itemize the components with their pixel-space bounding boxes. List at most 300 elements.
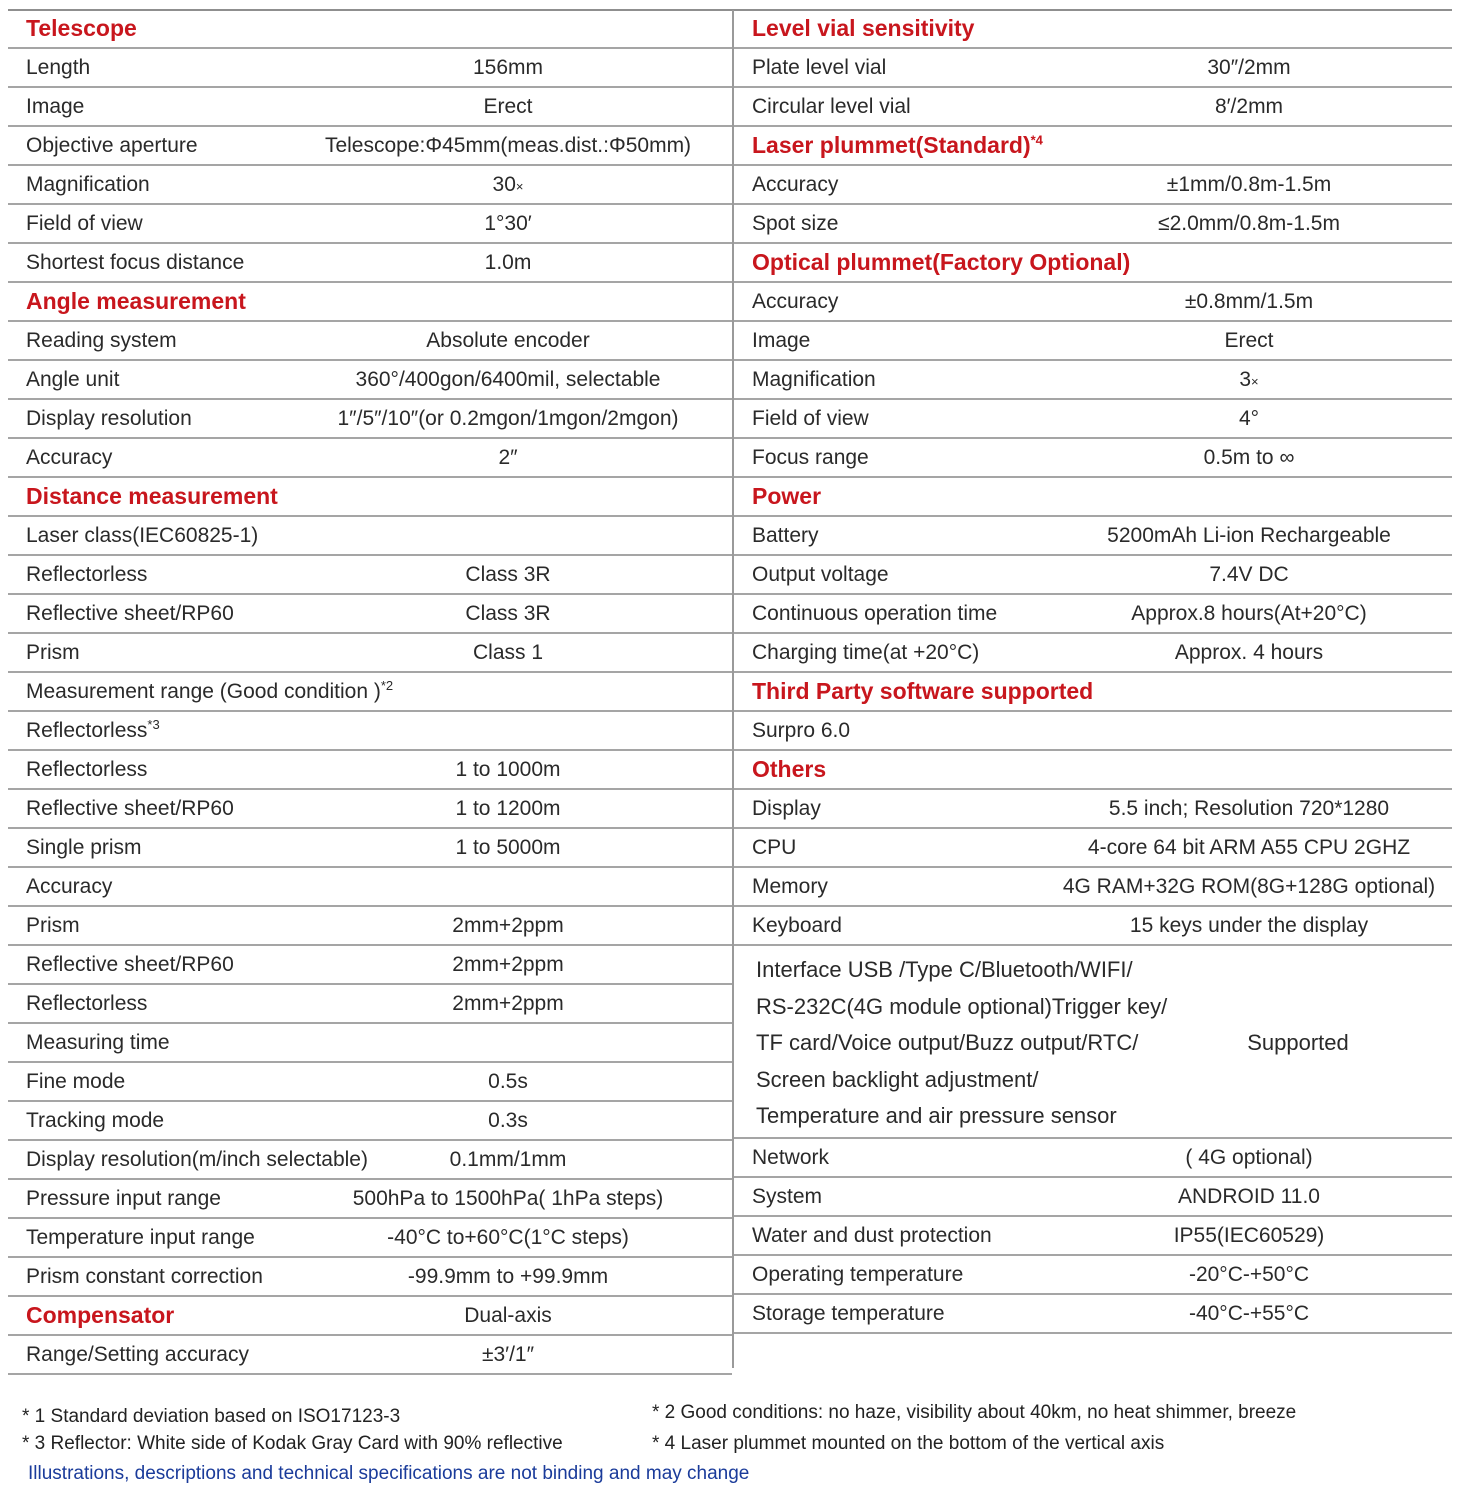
spec-row	[8, 829, 732, 868]
spec-value	[1131, 595, 1366, 632]
value-text: 5200mAh Li-ion Rechargeable	[1107, 524, 1391, 547]
value-text: -20°C-+50°C	[1188, 1263, 1310, 1286]
value-text: 15 keys under the display	[1129, 914, 1369, 937]
spec-value	[1175, 634, 1323, 671]
label-text: Field of view	[752, 407, 869, 430]
spec-label	[26, 634, 80, 671]
value-text: 5.5 inch; Resolution 720*1280	[1108, 797, 1390, 820]
spec-value	[1189, 1295, 1309, 1332]
value-text: ±3′/1″	[481, 1343, 535, 1366]
label-text: Reading system	[26, 329, 177, 352]
section-title	[26, 478, 278, 515]
spec-column-right	[734, 10, 1452, 1334]
label-text: Image	[26, 95, 85, 118]
label-text: Focus range	[752, 446, 869, 469]
spec-row	[8, 634, 732, 673]
label-text: Water and dust protection	[752, 1224, 992, 1247]
spec-label	[26, 166, 150, 203]
spec-value	[465, 595, 550, 632]
label-text: Tracking mode	[26, 1109, 165, 1132]
label-text: Accuracy	[752, 173, 839, 196]
spec-row	[8, 595, 732, 634]
spec-column-left	[8, 10, 732, 1375]
value-text: 2mm+2ppm	[452, 992, 564, 1015]
spec-label	[26, 946, 234, 983]
spec-row	[8, 1102, 732, 1141]
spec-value	[1063, 868, 1435, 905]
spec-row	[734, 1139, 1452, 1178]
section-header-laser-plummet-standard	[734, 127, 1452, 166]
label-text: Reflectorless	[26, 563, 148, 586]
spec-label	[26, 712, 160, 749]
spec-value	[455, 790, 560, 827]
spec-row	[8, 712, 732, 751]
spec-row	[734, 361, 1452, 400]
label-text: Charging time(at +20°C)	[752, 641, 980, 664]
spec-value	[473, 634, 543, 671]
spec-label	[752, 439, 869, 476]
label-text: Temperature input range	[26, 1226, 255, 1249]
spec-value	[1209, 556, 1288, 593]
spec-value	[452, 946, 563, 983]
spec-value	[338, 400, 679, 437]
spec-label	[26, 985, 147, 1022]
label-text: Reflective sheet/RP60	[26, 602, 234, 625]
value-text: -40°C to+60°C(1°C steps)	[387, 1226, 629, 1249]
value-text: ANDROID 11.0	[1178, 1185, 1320, 1208]
spec-label	[752, 322, 810, 359]
spec-row	[8, 751, 732, 790]
footnote-3: * 3 Reflector: White side of Kodak Gray Card with 90% reflective	[22, 1433, 563, 1454]
value-text: Absolute encoder	[426, 329, 590, 352]
section-header-angle-measurement	[8, 283, 732, 322]
section-header-others	[734, 751, 1452, 790]
interface-line: Interface USB /Type C/Bluetooth/WIFI/	[756, 957, 1133, 982]
spec-row	[8, 1063, 732, 1102]
spec-label	[752, 829, 796, 866]
spec-value	[387, 1219, 629, 1256]
label-text: Pressure input range	[26, 1187, 221, 1210]
spec-row	[8, 790, 732, 829]
disclaimer: Illustrations, descriptions and technical specifications are not binding and may change	[28, 1463, 750, 1484]
spec-row	[8, 322, 732, 361]
footnote-ref: *3	[147, 717, 160, 732]
spec-value	[482, 1336, 534, 1373]
label-text: Telescope	[26, 15, 137, 41]
label-text: Accuracy	[26, 875, 113, 898]
spec-row	[734, 1295, 1452, 1334]
spec-value	[465, 556, 550, 593]
value-text: 1 to 5000m	[455, 836, 561, 859]
label-text: Spot size	[752, 212, 839, 235]
spec-row	[8, 205, 732, 244]
spec-value	[455, 751, 560, 788]
spec-label	[26, 244, 244, 281]
spec-value	[1107, 517, 1391, 554]
spec-label	[26, 790, 234, 827]
spec-label	[26, 595, 234, 632]
spec-row	[734, 88, 1452, 127]
spec-row	[734, 1256, 1452, 1295]
label-text: Power	[752, 483, 822, 509]
spec-value	[485, 244, 532, 281]
label-text: Reflectorless	[26, 992, 148, 1015]
spec-value	[1185, 283, 1313, 320]
spec-label	[26, 127, 198, 164]
spec-label	[752, 595, 997, 632]
spec-row	[734, 49, 1452, 88]
label-text: Angle unit	[26, 368, 120, 391]
value-text: Class 3R	[465, 563, 551, 586]
spec-value	[1185, 1139, 1312, 1176]
section-title	[26, 10, 137, 47]
spec-label	[26, 868, 112, 905]
footnote-2: * 2 Good conditions: no haze, visibility about 40km, no heat shimmer, breeze	[652, 1402, 1297, 1423]
spec-row	[8, 1336, 732, 1375]
spec-row	[8, 868, 732, 907]
label-text: Prism constant correction	[26, 1265, 263, 1288]
spec-value	[356, 361, 661, 398]
spec-value	[1239, 361, 1258, 400]
spec-row	[734, 400, 1452, 439]
value-text: Dual-axis	[464, 1304, 552, 1327]
spec-value	[1204, 439, 1295, 476]
spec-value	[455, 829, 560, 866]
spec-row-interface	[734, 946, 1452, 1139]
label-text: Range/Setting accuracy	[26, 1343, 249, 1366]
value-text: 0.1mm/1mm	[449, 1148, 567, 1171]
spec-row	[734, 595, 1452, 634]
spec-label	[26, 1180, 221, 1217]
spec-label	[752, 712, 850, 749]
spec-row	[734, 1178, 1452, 1217]
label-text: Prism	[26, 641, 80, 664]
spec-row	[734, 829, 1452, 868]
spec-label	[752, 88, 911, 125]
spec-row	[734, 166, 1452, 205]
value-text: 7.4V DC	[1209, 563, 1289, 586]
spec-value	[353, 1180, 664, 1217]
spec-value	[1158, 205, 1340, 242]
spec-row	[734, 439, 1452, 478]
spec-value	[1174, 1217, 1325, 1254]
spec-value	[473, 49, 543, 86]
label-text: Optical plummet(Factory Optional)	[752, 249, 1131, 275]
value-text: ±1mm/0.8m-1.5m	[1166, 173, 1332, 196]
spec-value	[1189, 1256, 1309, 1293]
label-text: Measurement range (Good condition )	[26, 680, 381, 703]
label-text: Reflectorless	[26, 758, 148, 781]
label-text: CPU	[752, 836, 797, 859]
spec-value	[1167, 166, 1331, 203]
spec-value	[488, 1063, 528, 1100]
label-text: Plate level vial	[752, 56, 887, 79]
footnote-ref: *4	[1030, 132, 1043, 148]
label-text: Others	[752, 756, 827, 782]
section-title	[26, 1297, 174, 1334]
spec-label	[26, 1063, 125, 1100]
section-header-optical-plummet-factory-optional	[734, 244, 1452, 283]
value-text: 1 to 1200m	[455, 797, 561, 820]
label-text: Display	[752, 797, 821, 820]
footnote-ref: *2	[380, 678, 394, 693]
section-title	[26, 283, 246, 320]
value-text: Telescope:Φ45mm(meas.dist.:Φ50mm)	[324, 134, 692, 157]
section-title	[752, 751, 826, 788]
spec-value	[452, 907, 563, 944]
spec-row	[8, 361, 732, 400]
spec-row	[8, 244, 732, 283]
label-text: Battery	[752, 524, 819, 547]
spec-label	[26, 1102, 164, 1139]
interface-line: Temperature and air pressure sensor	[756, 1103, 1117, 1129]
spec-label	[26, 517, 258, 554]
value-text: 8′/2mm	[1214, 95, 1284, 118]
spec-row	[8, 166, 732, 205]
spec-row	[8, 439, 732, 478]
spec-row	[8, 1024, 732, 1063]
spec-label	[26, 907, 80, 944]
footnote-4: * 4 Laser plummet mounted on the bottom of the vertical axis	[652, 1433, 1165, 1454]
value-text: 1″/5″/10″(or 0.2mgon/1mgon/2mgon)	[337, 407, 679, 430]
label-text: Angle measurement	[26, 288, 246, 314]
spec-value	[325, 127, 691, 164]
section-header-level-vial-sensitivity	[734, 10, 1452, 49]
label-text: Shortest focus distance	[26, 251, 245, 274]
spec-label	[26, 1141, 368, 1178]
value-text: -40°C-+55°C	[1188, 1302, 1310, 1325]
value-text: 4-core 64 bit ARM A55 CPU 2GHZ	[1087, 836, 1411, 859]
spec-row	[734, 205, 1452, 244]
spec-label	[26, 1024, 170, 1061]
value-text: 30	[492, 173, 516, 196]
spec-row	[8, 907, 732, 946]
spec-label	[752, 790, 821, 827]
label-text: Reflectorless	[26, 719, 148, 742]
interface-line: Screen backlight adjustment/	[756, 1066, 1039, 1092]
spec-row	[734, 322, 1452, 361]
value-text: 500hPa to 1500hPa( 1hPa steps)	[352, 1187, 664, 1210]
value-text: 1.0m	[484, 251, 532, 274]
section-header-power	[734, 478, 1452, 517]
spec-label	[752, 1256, 963, 1293]
label-text: Keyboard	[752, 914, 842, 937]
spec-row	[8, 517, 732, 556]
label-text: Distance measurement	[26, 483, 278, 509]
value-text: 0.3s	[488, 1109, 528, 1132]
value-text: 4G RAM+32G ROM(8G+128G optional)	[1062, 875, 1436, 898]
spec-label	[26, 556, 147, 593]
label-text: Surpro 6.0	[752, 719, 851, 742]
section-title	[752, 127, 1043, 164]
spec-row	[734, 517, 1452, 556]
spec-label	[752, 868, 828, 905]
label-text: Laser class(IEC60825-1)	[26, 524, 259, 547]
spec-value	[1224, 322, 1273, 359]
label-text: Operating temperature	[752, 1263, 964, 1286]
label-text: Reflective sheet/RP60	[26, 797, 234, 820]
value-text: 0.5m to ∞	[1203, 446, 1295, 469]
value-text: 4°	[1238, 407, 1260, 430]
spec-row	[734, 712, 1452, 751]
spec-row	[734, 283, 1452, 322]
value-text: Erect	[1224, 329, 1274, 352]
label-text: Image	[752, 329, 811, 352]
spec-label	[26, 1258, 263, 1295]
spec-row	[8, 985, 732, 1024]
label-text: Fine mode	[26, 1070, 126, 1093]
value-text: ±0.8mm/1.5m	[1184, 290, 1314, 313]
value-text: 3	[1239, 368, 1252, 391]
value-suffix: ×	[515, 179, 524, 194]
value-text: 30″/2mm	[1207, 56, 1291, 79]
spec-row	[8, 673, 732, 712]
spec-label	[26, 439, 112, 476]
spec-row	[8, 1180, 732, 1219]
spec-value	[1130, 907, 1368, 944]
value-text: Class 1	[472, 641, 544, 664]
spec-row	[8, 556, 732, 595]
spec-row	[8, 946, 732, 985]
section-header-compensator	[8, 1297, 732, 1336]
spec-value	[1178, 1178, 1320, 1215]
label-text: Accuracy	[752, 290, 839, 313]
spec-label	[752, 1217, 992, 1254]
spec-value	[1239, 400, 1259, 437]
spec-value	[408, 1258, 608, 1295]
spec-row	[8, 88, 732, 127]
label-text: Level vial sensitivity	[752, 15, 975, 41]
label-text: Magnification	[752, 368, 876, 391]
label-text: Continuous operation time	[752, 602, 998, 625]
spec-row	[8, 49, 732, 88]
spec-label	[752, 907, 842, 944]
label-text: Third Party software supported	[752, 678, 1094, 704]
section-header-distance-measurement	[8, 478, 732, 517]
interface-line: TF card/Voice output/Buzz output/RTC/	[756, 1030, 1139, 1056]
spec-value	[464, 1297, 552, 1334]
spec-row	[734, 1217, 1452, 1256]
spec-label	[26, 205, 143, 242]
spec-label	[26, 673, 393, 710]
spec-value	[484, 205, 531, 242]
spec-row	[734, 907, 1452, 946]
spec-label	[26, 322, 177, 359]
spec-value	[450, 1141, 567, 1178]
spec-row	[8, 1219, 732, 1258]
value-text: 360°/400gon/6400mil, selectable	[355, 368, 661, 391]
spec-row	[734, 790, 1452, 829]
label-text: Prism	[26, 914, 80, 937]
label-text: Length	[26, 56, 91, 79]
spec-value	[493, 166, 524, 205]
spec-row	[8, 1141, 732, 1180]
spec-label	[26, 1336, 249, 1373]
value-text: 2″	[498, 446, 518, 469]
interface-description	[756, 952, 1167, 1135]
spec-value	[1109, 790, 1389, 827]
interface-value: Supported	[1247, 1030, 1349, 1055]
section-title	[752, 478, 821, 515]
spec-value	[488, 1102, 528, 1139]
spec-label	[26, 88, 84, 125]
spec-row	[734, 634, 1452, 673]
spec-row	[8, 1258, 732, 1297]
label-text: Output voltage	[752, 563, 889, 586]
spec-value	[1088, 829, 1410, 866]
label-text: Reflective sheet/RP60	[26, 953, 234, 976]
spec-label	[26, 49, 90, 86]
label-text: Objective aperture	[26, 134, 198, 157]
section-title	[752, 10, 974, 47]
spec-label	[752, 49, 886, 86]
spec-label	[752, 1178, 822, 1215]
spec-value	[483, 88, 532, 125]
spec-value	[452, 985, 563, 1022]
value-text: Approx. 4 hours	[1174, 641, 1324, 664]
label-text: Display resolution	[26, 407, 192, 430]
spec-value	[426, 322, 589, 359]
spec-row	[8, 127, 732, 166]
label-text: Display resolution(m/inch selectable)	[26, 1148, 368, 1171]
label-text: Storage temperature	[752, 1302, 945, 1325]
spec-label	[26, 400, 192, 437]
label-text: Single prism	[26, 836, 142, 859]
label-text: Field of view	[26, 212, 143, 235]
spec-label	[752, 361, 876, 398]
section-title	[752, 244, 1130, 281]
label-text: Measuring time	[26, 1031, 170, 1054]
section-title	[752, 673, 1093, 710]
value-text: ≤2.0mm/0.8m-1.5m	[1158, 212, 1340, 235]
spec-row	[8, 400, 732, 439]
spec-row	[734, 868, 1452, 907]
value-text: Class 3R	[465, 602, 551, 625]
spec-label	[752, 556, 889, 593]
spec-value	[498, 439, 517, 476]
spec-label	[752, 400, 869, 437]
spec-label	[752, 283, 838, 320]
spec-label	[752, 517, 819, 554]
label-text: Accuracy	[26, 446, 113, 469]
value-text: -99.9mm to +99.9mm	[407, 1265, 609, 1288]
value-text: ( 4G optional)	[1185, 1146, 1313, 1169]
value-text: 2mm+2ppm	[452, 953, 564, 976]
label-text: Magnification	[26, 173, 150, 196]
spec-value	[1207, 49, 1290, 86]
label-text: Circular level vial	[752, 95, 911, 118]
value-text: 156mm	[472, 56, 544, 79]
spec-label	[26, 829, 142, 866]
value-text: Erect	[483, 95, 533, 118]
value-text: Approx.8 hours(At+20°C)	[1131, 602, 1367, 625]
label-text: Laser plummet(Standard)	[752, 132, 1031, 158]
interface-line: RS-232C(4G module optional)Trigger key/	[756, 993, 1168, 1019]
spec-row	[734, 556, 1452, 595]
value-text: 1 to 1000m	[455, 758, 561, 781]
value-text: 1°30′	[484, 212, 532, 235]
spec-label	[752, 1139, 829, 1176]
section-header-telescope	[8, 10, 732, 49]
spec-label	[26, 1219, 255, 1256]
spec-label	[752, 1295, 945, 1332]
spec-label	[752, 634, 979, 671]
spec-label	[752, 205, 838, 242]
value-text: IP55(IEC60529)	[1173, 1224, 1325, 1247]
footnote-1: * 1 Standard deviation based on ISO17123-3	[22, 1406, 401, 1427]
label-text: System	[752, 1185, 823, 1208]
spec-label	[26, 751, 147, 788]
